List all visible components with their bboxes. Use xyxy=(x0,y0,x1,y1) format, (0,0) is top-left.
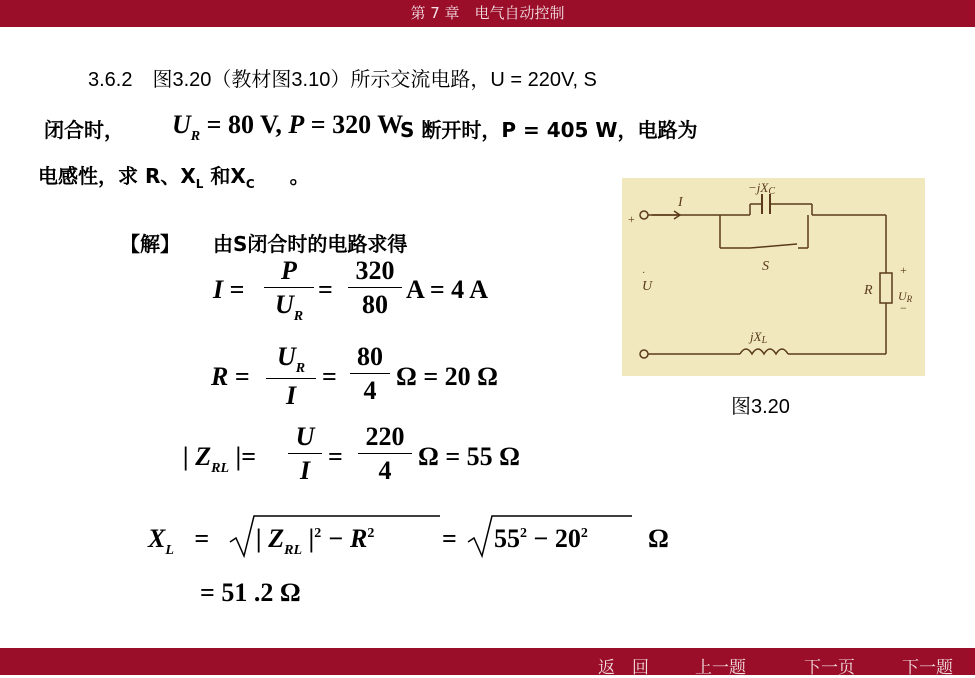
solution-label: 【解】 xyxy=(120,232,180,256)
label-plus-right: + xyxy=(900,263,907,277)
eq2-num-u: U xyxy=(276,342,296,371)
label-minus-right: − xyxy=(900,301,907,315)
label-xl xyxy=(748,329,768,346)
and-xc: 和X xyxy=(203,164,246,188)
eq2-fraction-1 xyxy=(266,342,316,411)
eq4-equals: = xyxy=(194,524,210,553)
eq4-sq-2: 2 xyxy=(367,526,375,541)
eq1-den-80: 80 xyxy=(362,290,388,319)
eq4-sq-1: 2 xyxy=(314,526,322,541)
problem-line-1-text: 3.6.2 图3.20（教材图3.10）所示交流电路，U = 220V, S xyxy=(88,69,597,91)
eq3-num-220: 220 xyxy=(365,422,405,451)
eq4-radicand-2 xyxy=(494,524,588,554)
label-xl-text: jX xyxy=(750,329,762,344)
resistor xyxy=(880,273,892,303)
eq3-den-i: I xyxy=(299,456,311,485)
problem-formula-ur-p xyxy=(172,110,403,145)
eq4-sub-l: L xyxy=(165,543,174,558)
eq4-equals-2: = xyxy=(442,524,457,553)
symbol-p: P xyxy=(288,110,305,139)
label-voltage-u: U xyxy=(642,279,653,294)
label-resistor-r: R xyxy=(864,283,873,298)
problem-line-2-prefix: 闭合时， xyxy=(44,118,124,142)
eq3-sub-rl: RL xyxy=(211,461,229,476)
chapter-header xyxy=(0,0,975,27)
eq1-den-sub: R xyxy=(293,309,304,324)
inductor xyxy=(740,349,788,354)
phasor-dot-u: · xyxy=(642,268,646,279)
figure-caption: 图3.20 xyxy=(731,396,790,418)
eq1-num-p: P xyxy=(281,256,297,285)
chapter-title: 第 7 章 电气自动控制 xyxy=(410,4,565,22)
terminal-top-left xyxy=(640,211,648,219)
switch-blade xyxy=(750,244,797,248)
eq2-result: Ω = 20 Ω xyxy=(396,362,498,391)
eq2-num-sub: R xyxy=(295,361,306,376)
eq4-55: 55 xyxy=(494,524,520,553)
eq3-equals-2: = xyxy=(328,442,343,471)
back-link[interactable]: 返 回 xyxy=(598,658,649,678)
eq2-num-80: 80 xyxy=(357,342,383,371)
next-page-link[interactable]: 下一页 xyxy=(804,658,855,678)
label-xc xyxy=(748,180,775,197)
eq3-abs-end: |= xyxy=(229,442,257,471)
label-xc-text: −jX xyxy=(748,180,769,195)
eq5-result: = 51 .2 Ω xyxy=(200,578,301,607)
eq3-lhs xyxy=(183,442,256,477)
eq1-fraction-2 xyxy=(348,256,402,320)
eq2-equals-2: = xyxy=(322,362,337,391)
eq1-result: A = 4 A xyxy=(406,275,488,304)
eq4-sq-3: 2 xyxy=(520,526,527,541)
eq3-den-4: 4 xyxy=(378,456,392,485)
prev-question-link[interactable]: 上一题 xyxy=(695,658,746,678)
problem-line-2-suffix: S 断开时，P = 405 W，电路为 xyxy=(400,118,698,142)
sub-r: R xyxy=(190,129,201,144)
eq3-fraction-1 xyxy=(288,422,322,486)
problem-line-3-text: 电感性，求 R、X xyxy=(38,164,196,188)
eq3-fraction-2 xyxy=(358,422,412,486)
solution-intro: 由S闭合时的电路求得 xyxy=(213,232,408,256)
label-xl-sub: L xyxy=(761,335,768,346)
eq4-minus-20: − 20 xyxy=(527,524,581,553)
eq1-num-320: 320 xyxy=(355,256,395,285)
eq2-equals: = xyxy=(234,362,250,391)
eq4-z: | Z xyxy=(256,524,285,553)
eq3-result: Ω = 55 Ω xyxy=(418,442,520,471)
label-xc-sub: C xyxy=(768,186,775,197)
eq2-lhs xyxy=(211,362,250,392)
problem-line-3 xyxy=(38,160,310,191)
label-ur-sub: R xyxy=(906,294,913,304)
value-ur: = 80 V, xyxy=(206,110,282,139)
eq1-den-u: U xyxy=(274,290,294,319)
eq2-fraction-2 xyxy=(350,342,390,406)
value-p: = 320 W xyxy=(310,110,404,139)
sub-l: L xyxy=(195,177,204,191)
period: 。 xyxy=(289,164,310,188)
eq1-symbol-i: I xyxy=(213,275,224,304)
bottom-nav-bar xyxy=(0,648,975,678)
eq4-abs-end: | xyxy=(302,524,315,553)
eq1-equals-2: = xyxy=(318,275,333,304)
label-plus-left: + xyxy=(628,212,635,226)
eq2-den-i: I xyxy=(285,381,297,410)
eq4-radicand-1 xyxy=(256,524,374,559)
circuit-diagram xyxy=(622,178,925,376)
eq3-z: | Z xyxy=(183,442,212,471)
label-current-i: I xyxy=(678,195,683,210)
symbol-u: U xyxy=(172,110,191,139)
problem-line-1 xyxy=(88,63,597,92)
eq1-lhs xyxy=(213,275,244,305)
eq4-sub-rl: RL xyxy=(284,543,302,558)
eq4-minus-r: − R xyxy=(321,524,368,553)
terminal-bottom-left xyxy=(640,350,648,358)
eq4-lhs xyxy=(148,524,209,559)
eq2-den-4: 4 xyxy=(363,376,377,405)
label-ur-text: U xyxy=(898,289,907,303)
eq2-symbol-r: R xyxy=(211,362,229,391)
circuit-figure xyxy=(622,178,925,376)
label-switch-s: S xyxy=(762,259,769,274)
eq4-symbol-x: X xyxy=(148,524,166,553)
eq4-sq-4: 2 xyxy=(580,526,588,541)
eq1-fraction-1 xyxy=(264,256,314,325)
next-question-link[interactable]: 下一题 xyxy=(902,658,953,678)
eq4-unit: Ω xyxy=(648,524,669,553)
eq3-num-u: U xyxy=(295,422,315,451)
sub-c: C xyxy=(245,177,255,191)
eq1-equals: = xyxy=(229,275,245,304)
